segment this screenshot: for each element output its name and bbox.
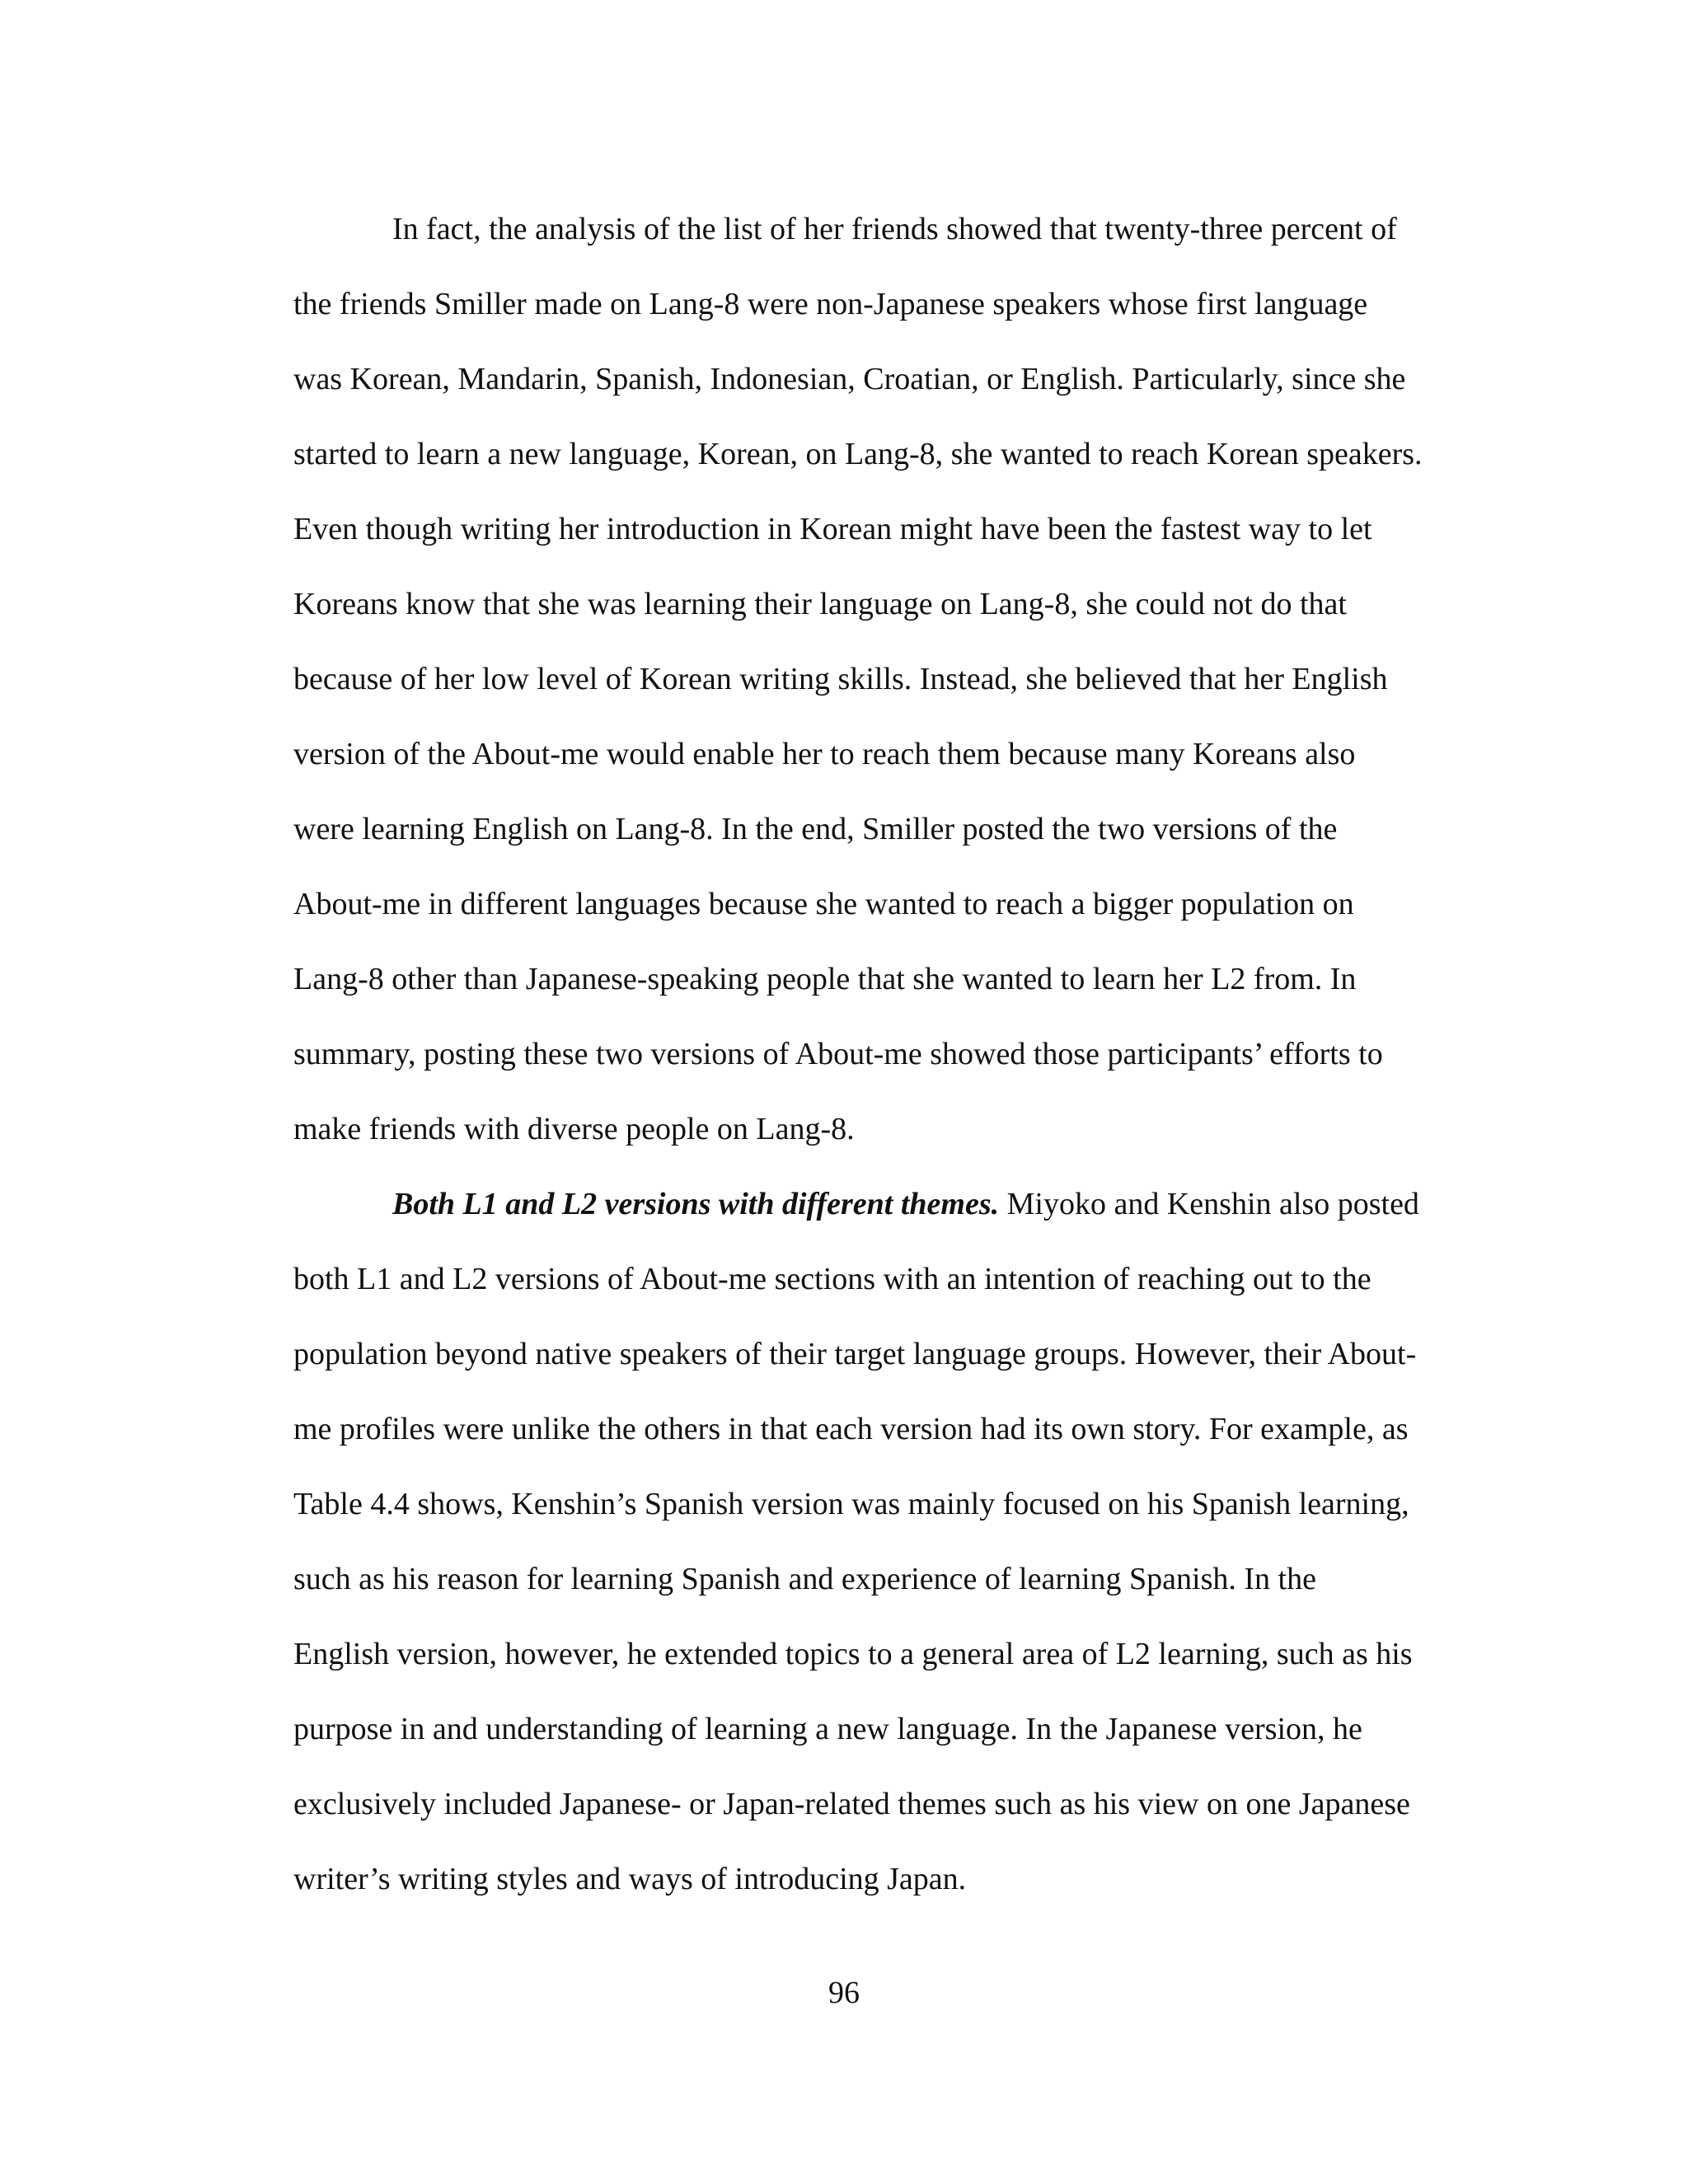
text-line: English version, however, he extended topics to a general area of L2 learning, such as his xyxy=(293,1637,1413,1671)
text-line: writer’s writing styles and ways of introducing Japan. xyxy=(293,1862,967,1896)
text-line: because of her low level of Korean writing skills. Instead, she believed that her English xyxy=(293,662,1388,696)
text-line: Table 4.4 shows, Kenshin’s Spanish version was mainly focused on his Spanish learning, xyxy=(293,1487,1409,1521)
body-text xyxy=(293,192,1480,1917)
text-line: was Korean, Mandarin, Spanish, Indonesian, Croatian, or English. Particularly, since she xyxy=(293,362,1406,396)
subheading-line-rest: Miyoko and Kenshin also posted xyxy=(999,1187,1419,1221)
text-line: such as his reason for learning Spanish and experience of learning Spanish. In the xyxy=(293,1562,1316,1596)
section-subheading: Both L1 and L2 versions with different themes. xyxy=(392,1187,1000,1221)
subheading-line xyxy=(293,1167,1480,1242)
text-line: exclusively included Japanese- or Japan-related themes such as his view on one Japanese xyxy=(293,1787,1410,1821)
page-number: 96 xyxy=(828,1975,860,2010)
text-line: started to learn a new language, Korean, on Lang-8, she wanted to reach Korean speakers. xyxy=(293,437,1423,471)
text-line: purpose in and understanding of learning a new language. In the Japanese version, he xyxy=(293,1712,1362,1746)
text-line: version of the About-me would enable her to reach them because many Koreans also xyxy=(293,737,1356,771)
text-line: were learning English on Lang-8. In the end, Smiller posted the two versions of the xyxy=(293,812,1338,846)
text-line: the friends Smiller made on Lang-8 were non-Japanese speakers whose first language xyxy=(293,287,1368,321)
text-line: population beyond native speakers of their target language groups. However, their About- xyxy=(293,1337,1417,1371)
text-line: summary, posting these two versions of About-me showed those participants’ efforts to xyxy=(293,1037,1383,1071)
text-line: Lang-8 other than Japanese-speaking people that she wanted to learn her L2 from. In xyxy=(293,962,1357,996)
text-line: In fact, the analysis of the list of her friends showed that twenty-three percent of xyxy=(392,212,1397,246)
text-line: About-me in different languages because she wanted to reach a bigger population on xyxy=(293,887,1354,921)
text-line: make friends with diverse people on Lang-8. xyxy=(293,1112,855,1146)
text-line: Even though writing her introduction in Korean might have been the fastest way to let xyxy=(293,512,1372,546)
text-line: Koreans know that she was learning their language on Lang-8, she could not do that xyxy=(293,587,1347,621)
text-line: both L1 and L2 versions of About-me sections with an intention of reaching out to the xyxy=(293,1262,1372,1296)
text-line: me profiles were unlike the others in that each version had its own story. For example, as xyxy=(293,1412,1409,1446)
